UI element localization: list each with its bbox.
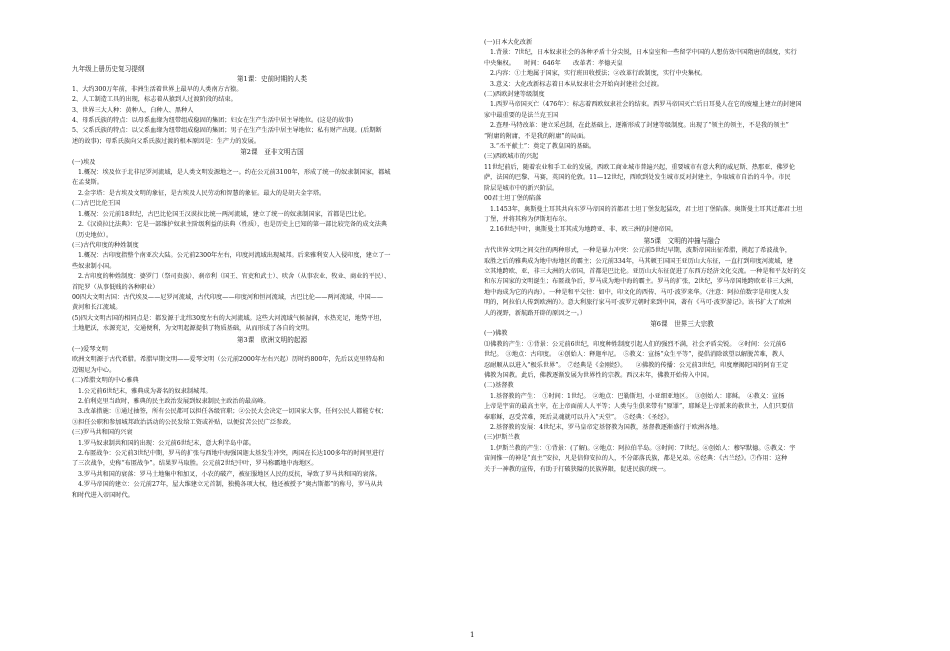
text-line: 3、世界三大人种：黄种人，白种人、黑种人	[72, 106, 194, 114]
text-line: 3.意义：大化改新标志着日本从奴隶社会开始向封建社会过渡。	[490, 80, 663, 88]
text-line: “附庸的附庸，不是我的附庸”的局面。	[484, 132, 590, 140]
text-line: 在孟斐斯。	[72, 179, 103, 187]
text-line: 欧洲文明源于古代希腊。希腊早期文明——爱琴文明（公元前2000年左右兴起）历时约800年，先后以克里特岛和	[72, 356, 385, 364]
text-line: 3.改革措施：①通过抽签，所有公民都可以担任各级官职；②公民大会决定一切国家大事，任何公民人都能专权；	[78, 408, 388, 416]
lesson-heading: 第1课：史前时期的人类	[236, 75, 308, 84]
text-line: 迈锡尼为中心。	[72, 366, 116, 374]
text-line: 奉耶稣，忍受苦难，死后灵魂就可以升入“天堂”。 ⑤经典：《圣经》。	[484, 413, 673, 421]
text-line: 2.16世纪中叶，奥斯曼土耳其成为地跨亚、非、欧三洲的封建帝国。	[490, 226, 678, 234]
text-line: 4.罗马帝国的建立：公元前27年，屋大维建立元首制，独揽各项大权，他还被授予“奥古斯都”的称号，罗马从共	[78, 481, 383, 489]
text-line: 00君士坦丁堡的陷落	[484, 195, 542, 203]
text-line: 人的视野，新航路开辟的原因之一。）	[484, 309, 587, 317]
text-line: 世纪。 ③地点：古印度。 ④创始人：释迦牟尼。 ⑤教义：宣扬“众生平等”，提倡消除欲望以解脱苦难，教人	[484, 351, 785, 359]
lesson-heading: 第2课 亚非文明古国	[240, 148, 304, 157]
text-line: (二)基督教	[484, 382, 514, 390]
text-line: 2.内容：①土地属于国家，实行班田收授法；②改革行政制度，实行中央集权。	[490, 70, 707, 78]
text-line: 2.伯利克里当政时，雅典的民主政治发展到奴隶制民主政治的最高峰。	[78, 398, 270, 405]
text-line: (三)罗马共和国的兴衰	[72, 429, 133, 437]
text-line: 4、母系氏族的特点：以母系血缘为纽带组成稳固的集团；妇女在生产生活中居主导地位。(这是的故事)	[72, 117, 354, 125]
text-line: 2.古印度的种姓制度：婆罗门（祭司贵族）、刹帝利（国王、官吏和武士）、吠舍（从事农业、牧业、商业的平民）、	[78, 273, 391, 281]
text-line: 2.布匿战争：公元前3世纪中期，罗马的扩张与西地中海强国迦太基发生冲突，两国在长达100多年的时间里进行	[78, 450, 385, 458]
text-line: 宙间惟一的神是“真主”安拉，凡是信仰安拉的人，不分部落氏族，都是兄弟。⑥经典：《古兰经》。⑦作用：这种	[484, 455, 788, 463]
text-line: 和东方国家的文明诞生；布匿战争后，罗马成为地中海的霸主。罗马的扩张，2世纪，罗马帝国地跨欧亚非三大洲，	[484, 278, 798, 286]
text-line: 1.西罗马帝国灭亡（476年）：标志着西欧奴隶社会的结束。西罗马帝国灭亡后日耳曼人在它的废墟上建立的封建国	[490, 101, 802, 109]
text-line: (一)埃及	[72, 158, 96, 166]
text-line: (一)爱琴文明	[72, 345, 108, 353]
text-line: 佛教为国教。此后，佛教逐渐发展为世界性的宗教。西汉末年，佛教开始传入中国。	[484, 372, 713, 379]
text-line: ⑴佛教的产生：①背景：公元前6世纪，印度种姓制度引起人们的强烈不满，社会矛盾尖锐。 ②时间：公元前6	[484, 340, 786, 348]
text-line: (一)佛教	[484, 330, 508, 338]
text-line: 萨，法国的巴黎、马赛，英国的伦敦。11—12世纪，西欧到处发生城市反对封建主，争取城市自治的斗争。市民	[484, 174, 791, 182]
text-line: 2.《汉谟拉比法典》：它是一部维护奴隶主阶级利益的法典（性质），也是历史上已知的第一部比较完备的成文法典	[78, 221, 388, 229]
text-line: 1.基督教的产生： ①时间：1世纪。 ②地点：巴勒斯坦，小亚细亚地区。 ③创始人：耶稣。 ④教义：宣扬	[490, 392, 785, 400]
text-line: 黄河和长江流域。	[72, 304, 122, 312]
text-line: 2.金字塔：是古埃及文明的象征，是古埃及人民劳动和智慧的象征。最大的是胡夫金字塔。	[78, 189, 326, 197]
text-line: 1.概况：埃及位于北非尼罗河流域，是人类文明发源地之一。约在公元前3100年，形成了统一的奴隶制国家，都城	[78, 169, 391, 177]
text-line: 古代世界文明之间交往的两种形式，一种是暴力冲突：公元前5世纪早期，波斯帝国出征希腊，挑起了希波战争，	[484, 247, 792, 255]
lesson-heading: 第5课 文明的冲撞与融合	[643, 236, 721, 245]
text-line: (一)日本大化改新	[484, 39, 533, 46]
text-line: (三)西欧城市的兴起	[484, 153, 539, 161]
text-line: 上帝是宇宙的最高主宰，在上帝面前人人平等；人类与生俱来带有“原罪”，耶稣是上帝派来的救世主，人们只要信	[484, 403, 794, 411]
text-line: 立其地跨欧、亚、非三大洲的大帝国，首都是巴比伦。亚历山大东征促进了东西方经济文化交流。一种是和平友好的交	[484, 267, 806, 275]
text-line: 1.背景：7世纪，日本奴隶社会的各种矛盾十分尖锐，日本皇室和一些留学中国的人想仿效中国隋唐的制度，实行	[490, 49, 797, 57]
lesson-heading: 第6课 世界三大宗教	[650, 319, 714, 328]
text-line: 了三次战争，史称“布匿战争”。结果罗马取胜。公元前2世纪中叶，罗马称霸地中海地区。	[72, 460, 318, 468]
text-line: (三)古代印度的种姓制度	[72, 241, 139, 249]
text-line: (二)古巴比伦王国	[72, 200, 121, 208]
text-line: (二)希腊文明的中心雅典	[72, 377, 139, 385]
text-line: 和时代进入帝国时代。	[72, 491, 134, 499]
text-line: 11世纪前后，随着农业和手工业的发展，西欧工商业城市普遍兴起，重要城市有意大利的威尼斯、热那亚、佛罗伦	[484, 163, 796, 171]
text-line: 明的，阿拉伯人传到欧洲的）。意大利旅行家马可·波罗元朝时来到中国，著有《马可·波罗游记》。该书扩大了欧洲	[484, 299, 792, 307]
text-line: 家中最重要的是法兰克王国	[484, 111, 559, 119]
text-line: 1、大约300万年前，非洲生活着世界上最早的人类南方古猿。	[72, 85, 243, 93]
text-line: ③担任公职和参加城邦政治活动的公民发给工资或补贴，以便贫苦公民广泛参政。	[72, 418, 295, 426]
text-line: 2.查理·马特改革：建立采邑制，在此基础上，逐渐形成了封建等级制度。出现了“领主的领主，不是我的领主”	[490, 122, 789, 130]
text-line: 2、人工制造工具的出现，标志着从猿到人过渡阶段的结束。	[72, 96, 237, 104]
text-line: 中央集权。 时间：646年 改革者：孝德天皇	[484, 59, 623, 67]
text-line: 3.罗马共和国的衰落：罗马土地集中和加叉，小农的破产，被征服地区人民的反抗，导致了罗马共和国的衰落。	[78, 470, 381, 478]
text-line: 2.基督教的发展：4世纪末，罗马皇帝定基督教为国教，基督教逐渐盛行于欧洲各地。	[490, 424, 723, 432]
text-line: 九年级上册历史复习提纲	[72, 65, 145, 73]
text-line: 阶层是城市中的新兴阶层。	[484, 184, 559, 192]
text-line: 述的故事)；母系氏族向父系氏族过渡的根本原因是：生产力的发展。	[72, 137, 261, 145]
text-line: (二)西欧封建等级制度	[484, 91, 545, 99]
page-number: 1	[470, 631, 475, 639]
text-line: (三)伊斯兰教	[484, 434, 520, 442]
text-line: 1.1453年，奥斯曼土耳其共向东罗马帝国的首都君士坦丁堡发起猛攻，君士坦丁堡陷落。奥斯曼土耳其迁都君士坦	[490, 205, 803, 213]
text-line: 1.概况：古印度指整个南亚次大陆。公元前2300年左右，印度河流域出现城邦。后来雅利安人入侵印度，建立了一	[78, 252, 391, 260]
text-line: 5、父系氏族的特点：以父系血缘为纽带组成稳固的集团；男子在生产生活中居主导地位；私有财产出现。(后期断	[72, 127, 382, 135]
text-line: 土地肥沃，水源充足，交通便利，为文明起源提供了物质基础，从而形成了各自的文明。	[72, 325, 314, 333]
text-line: 丁堡，并将其称为伊斯坦布尔。	[484, 215, 571, 223]
right-column	[484, 38, 880, 475]
left-column	[72, 64, 472, 501]
text-line: 首陀罗（从事低贱的各种职业）	[72, 283, 159, 291]
text-line: 忍耐顺从以进入“极乐世界”。 ⑦经典是《金刚经》。 ②佛教的传播：公元前3世纪，印度摩揭陀国的阿育王定	[484, 361, 789, 369]
lesson-heading: 第3课 欧洲文明的起源	[236, 335, 308, 344]
text-line: 些奴隶制小国。	[72, 262, 116, 270]
text-line: 1.公元前6世纪末，雅典成为著名的奴隶制城邦。	[78, 387, 212, 395]
text-line: 00四大文明古国：古代埃及——尼罗河流域，古代印度——印度河和恒河流域，古巴比伦——两河流域，中国——	[72, 293, 384, 301]
text-line: (5)四大文明古国的相同点是：都发源于北纬30度左右的大河流域。这些大河流域气候湿润，水热充足，地势平坦，	[72, 314, 386, 322]
text-line: 地中海成为它的内海）。一种是和平交往：如中，印文化的西传、马可·波罗来华。（注意：阿拉伯数字是印度人发	[484, 288, 790, 296]
text-line: 3.“丕平献土”：奠定了教皇国的基础。	[490, 143, 596, 151]
text-line: 1.罗马奴隶制共和国的出现：公元前6世纪末，意大利半岛中部。	[78, 439, 255, 447]
text-line: 1.伊斯兰教的产生：①背景：(了解)。②地点：阿拉伯半岛。③时间：7世纪。④创始人：穆罕默德。⑤教义：宇	[490, 444, 796, 452]
text-line: 取胜之后的雅典成为地中海地区的霸主；公元前334年，马其顿王国国王亚历山大东征，一直打到印度河流域，建	[484, 257, 793, 265]
text-line: 关于一神教的宣传，有助于打破狭隘的民族界限，促进民族的统一。	[484, 465, 670, 473]
text-line: 1.概况：公元前18世纪，古巴比伦国王汉谟拉比统一两河流域，建立了统一的奴隶制国家，首都是巴比伦。	[78, 210, 371, 218]
text-line: （历史地位）。	[72, 231, 113, 239]
